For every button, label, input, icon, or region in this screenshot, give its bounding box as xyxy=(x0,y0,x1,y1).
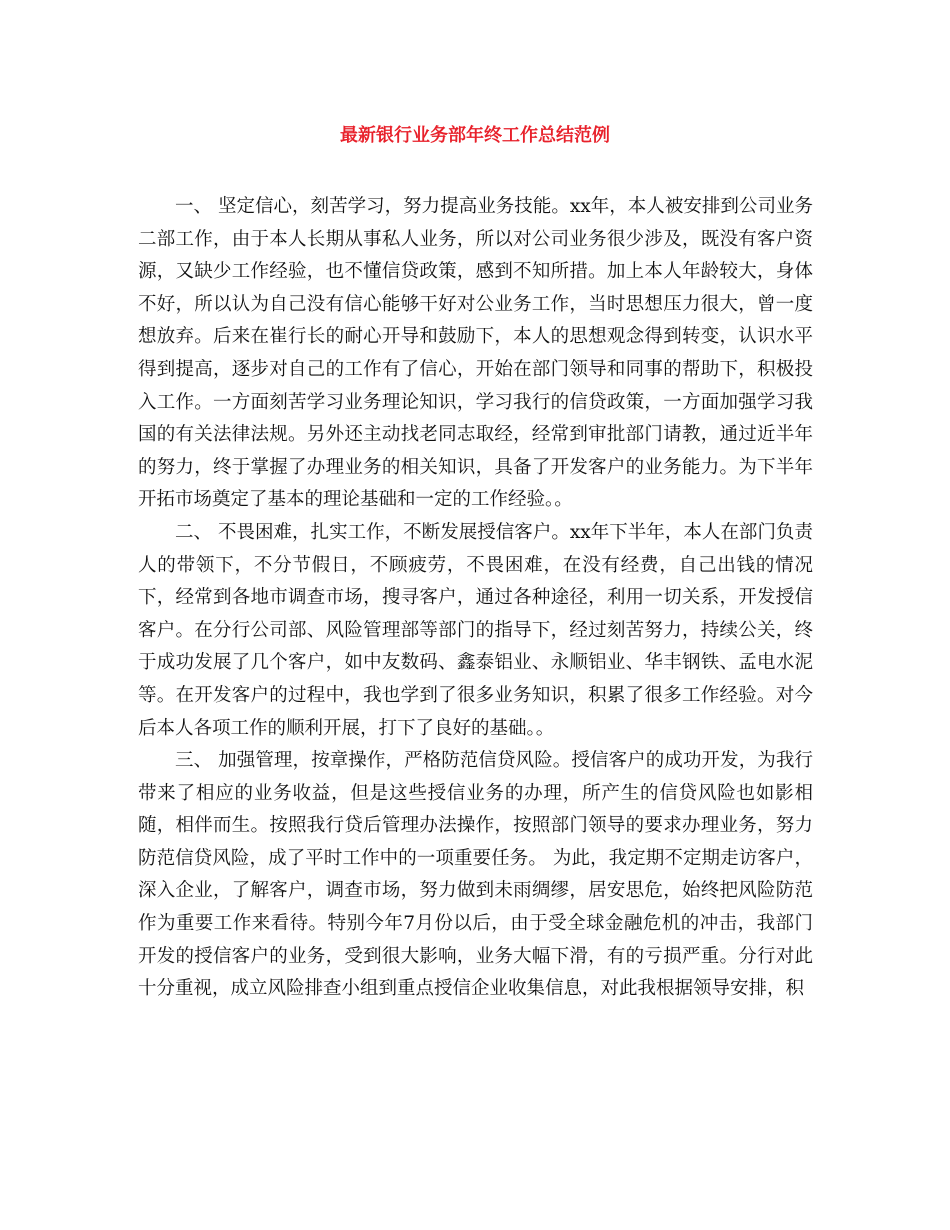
document-body xyxy=(138,191,813,1006)
paragraph-2: 二、 不畏困难，扎实工作，不断发展授信客户。xx年下半年，本人在部门负责人的带领下，不分节假日，不顾疲劳，不畏困难，在没有经费，自己出钱的情况下，经常到各地市调查市场，搜寻客户，通过各种途径，利用一切关系，开发授信客户。在分行公司部、风险管理部等部门的指导下，经过刻苦努力，持续公关，终于成功发展了几个客户，如中友数码、鑫泰铝业、永顺铝业、华丰钢铁、孟电水泥等。在开发客户的过程中，我也学到了很多业务知识，积累了很多工作经验。对今后本人各项工作的顺利开展，打下了良好的基础。。 xyxy=(138,521,813,739)
paragraph-3: 三、 加强管理，按章操作，严格防范信贷风险。授信客户的成功开发，为我行带来了相应的业务收益，但是这些授信业务的办理，所产生的信贷风险也如影相随，相伴而生。按照我行贷后管理办法操作，按照部门领导的要求办理业务，努力防范信贷风险，成了平时工作中的一项重要任务。 为此，我定期不定期走访客户，深入企业，了解客户，调查市场，努力做到未雨绸缪，居安思危，始终把风险防范作为重要工作来看待。特别今年7月份以后，由于受全球金融危机的冲击，我部门开发的授信客户的业务，受到很大影响，业务大幅下滑，有的亏损严重。分行对此十分重视，成立风险排查小组到重点授信企业收集信息，对此我根据领导安排，积 xyxy=(138,750,813,1000)
document-title: 最新银行业务部年终工作总结范例 xyxy=(340,125,610,146)
paragraph-1: 一、 坚定信心，刻苦学习，努力提高业务技能。xx年，本人被安排到公司业务二部工作，由于本人长期从事私人业务，所以对公司业务很少涉及，既没有客户资源，又缺少工作经验，也不懂信贷政策，感到不知所措。加上本人年龄较大，身体不好，所以认为自己没有信心能够干好对公业务工作，当时思想压力很大，曾一度想放弃。后来在崔行长的耐心开导和鼓励下，本人的思想观念得到转变，认识水平得到提高，逐步对自己的工作有了信心，开始在部门领导和同事的帮助下，积极投入工作。一方面刻苦学习业务理论知识，学习我行的信贷政策，一方面加强学习我国的有关法律法规。另外还主动找老同志取经，经常到审批部门请教，通过近半年的努力，终于掌握了办理业务的相关知识，具备了开发客户的业务能力。为下半年开拓市场奠定了基本的理论基础和一定的工作经验。。 xyxy=(138,196,813,511)
